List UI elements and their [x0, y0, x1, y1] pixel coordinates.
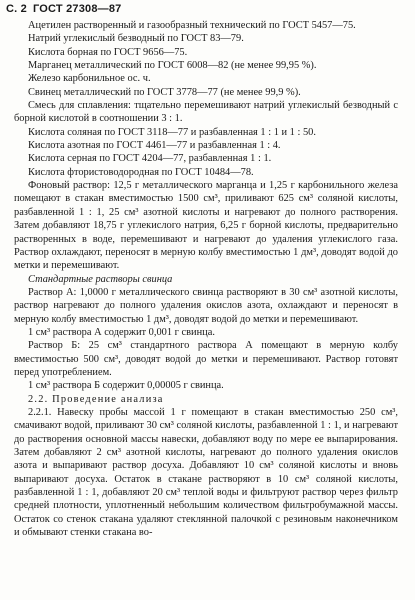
paragraph: Кислота серная по ГОСТ 4204—77, разбавленная 1 : 1. [28, 153, 272, 165]
paragraph: Марганец металлический по ГОСТ 6008—82 (не менее 99,95 %). [28, 60, 317, 72]
paragraph: Кислота соляная по ГОСТ 3118—77 и разбавленная 1 : 1 и 1 : 50. [28, 126, 316, 138]
paragraph: 1 см³ раствора А содержит 0,001 г свинца. [28, 326, 215, 338]
paragraph: 1 см³ раствора Б содержит 0,00005 г свинца. [28, 380, 224, 392]
paragraph: Натрий углекислый безводный по ГОСТ 83—79. [28, 33, 244, 45]
paragraph: Кислота фтористоводородная по ГОСТ 10484—78. [28, 166, 254, 178]
page-header [6, 3, 128, 15]
paragraph: 2.2.1. Навеску пробы массой 1 г помещают в стакан вместимостью 250 см³, смачивают водой, приливают 30 см³ соляной кислоты, разбавленной 1 : 1, и нагревают до растворения основной массы навески, добавляют воду по мере ее выпарирования. Затем добавляют 2 см³ азотной кислоты, нагревают до полного удаления окислов азота и выпаривают раствор досуха. Добавляют 10 см³ соляной кислоты и вновь выпаривают досуха. Остаток в стакане растворяют в 10 см³ соляной кислоты, разбавленной 1 : 1, добавляют 20 см³ теплой воды и фильтруют раствор через фильтр средней плотности, уплотненный небольшим количеством фильтробумажной массы. Остаток со стенок стакана удаляют стеклянной палочкой с резиновым наконечником и обмывают стенки стакана во- [14, 406, 398, 539]
paragraph: Железо карбонильное ос. ч. [28, 73, 151, 85]
page-number: С. 2 [6, 3, 27, 15]
paragraph: Смесь для сплавления: тщательно перемешивают натрий углекислый безводный с борной кислотой в соотношении 3 : 1. [14, 100, 398, 125]
paragraph: Кислота борная по ГОСТ 9656—75. [28, 46, 188, 58]
section-heading: 2.2. Проведение анализа [28, 393, 164, 405]
paragraph: Кислота азотная по ГОСТ 4461—77 и разбавленная 1 : 4. [28, 140, 281, 152]
document-body [14, 19, 398, 539]
paragraph: Раствор А: 1,0000 г металлического свинца растворяют в 30 см³ азотной кислоты, раствор нагревают до полного удаления окислов азота, охлаждают и переносят в мерную колбу вместимостью 1 дм³, доводят водой до метки и перемешивают. [14, 286, 398, 325]
section-subheading: Стандартные растворы свинца [28, 273, 173, 285]
paragraph: Фоновый раствор: 12,5 г металлического марганца и 1,25 г карбонильного железа помещают в стакан вместимостью 1500 см³, приливают 625 см³ соляной кислоты, разбавленной 1 : 1, 25 см³ азотной кислоты и нагревают до полного растворения. Затем добавляют 18,75 г углекислого натрия, 6,25 г борной кислоты, предварительно растворенных в воде, перемешивают и нагревают до удаления углекислого газа. Раствор охлаждают, переносят в мерную колбу вместимостью 1 дм³, доводят водой до метки и перемешивают. [14, 180, 398, 272]
paragraph: Раствор Б: 25 см³ стандартного раствора А помещают в мерную колбу вместимостью 500 см³, доводят водой до метки и перемешивают. Раствор готовят перед употреблением. [14, 340, 398, 378]
standard-code: ГОСТ 27308—87 [32, 3, 122, 15]
paragraph: Ацетилен растворенный и газообразный технический по ГОСТ 5457—75. [28, 20, 356, 31]
paragraph: Свинец металлический по ГОСТ 3778—77 (не менее 99,9 %). [28, 86, 301, 98]
